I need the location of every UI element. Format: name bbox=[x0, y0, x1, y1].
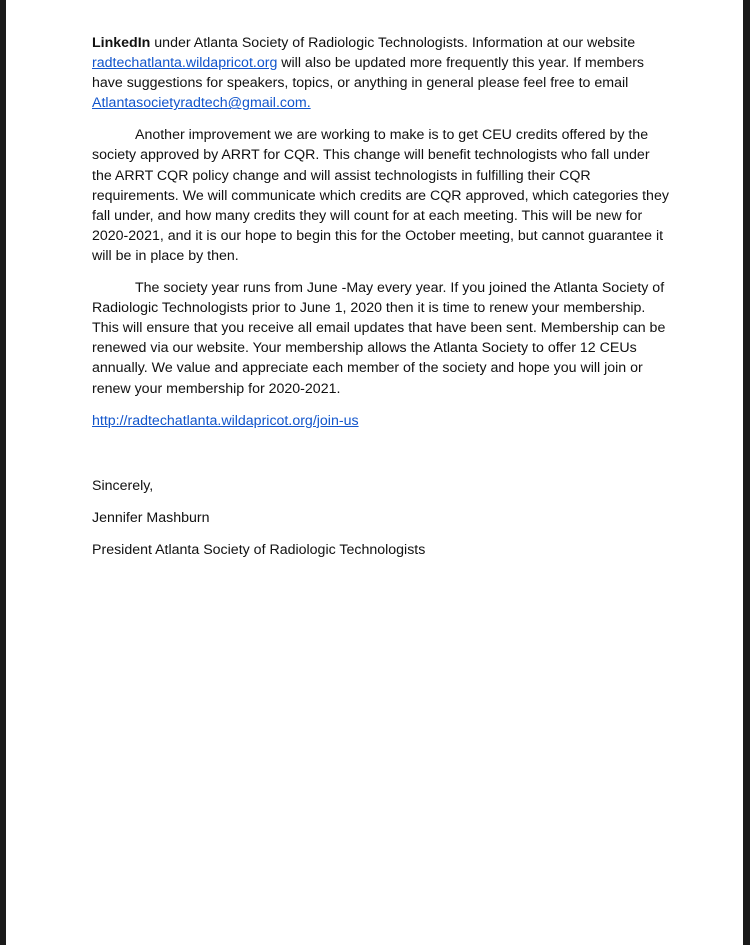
linkedin-bold: LinkedIn bbox=[92, 35, 151, 51]
join-us-link[interactable]: http://radtechatlanta.wildapricot.org/join-us bbox=[92, 412, 359, 429]
signer-title: President Atlanta Society of Radiologic Technologists bbox=[92, 541, 426, 558]
paragraph-1 bbox=[92, 33, 672, 113]
document-page bbox=[6, 0, 743, 945]
website-link[interactable]: radtechatlanta.wildapricot.org bbox=[92, 55, 278, 72]
signer-name: Jennifer Mashburn bbox=[92, 509, 210, 526]
paragraph-1-text-a: under Atlanta Society of Radiologic Technologists. Information at our website bbox=[150, 35, 636, 51]
paragraph-1-text-b: will also be updated more frequently this year. If members have suggestions for speakers, topics, or anything in general please feel free to email bbox=[92, 55, 645, 92]
paragraph-2: Another improvement we are working to make is to get CEU credits offered by the society approved by ARRT for CQR. This change will benefit technologists who fall under the ARRT CQR policy change and will assist technologists in fulfilling their CQR requirements. We will communicate which credits are CQR approved, which categories they fall under, and how many credits they will count for at each meeting. This will be new for 2020-2021, and it is our hope to begin this for the October meeting, but cannot guarantee it will be in place by then. bbox=[92, 127, 669, 264]
closing: Sincerely, bbox=[92, 477, 154, 494]
letter-body bbox=[92, 33, 672, 572]
email-link[interactable]: Atlantasocietyradtech@gmail.com. bbox=[92, 95, 311, 112]
paragraph-3: The society year runs from June -May every year. If you joined the Atlanta Society of Radiologic Technologists prior to June 1, 2020 then it is time to renew your membership. This will ensure that you receive all email updates that have been sent. Membership can be renewed via our website. Your membership allows the Atlanta Society to offer 12 CEUs annually. We value and appreciate each member of the society and hope you will join or renew your membership for 2020-2021. bbox=[92, 280, 666, 397]
